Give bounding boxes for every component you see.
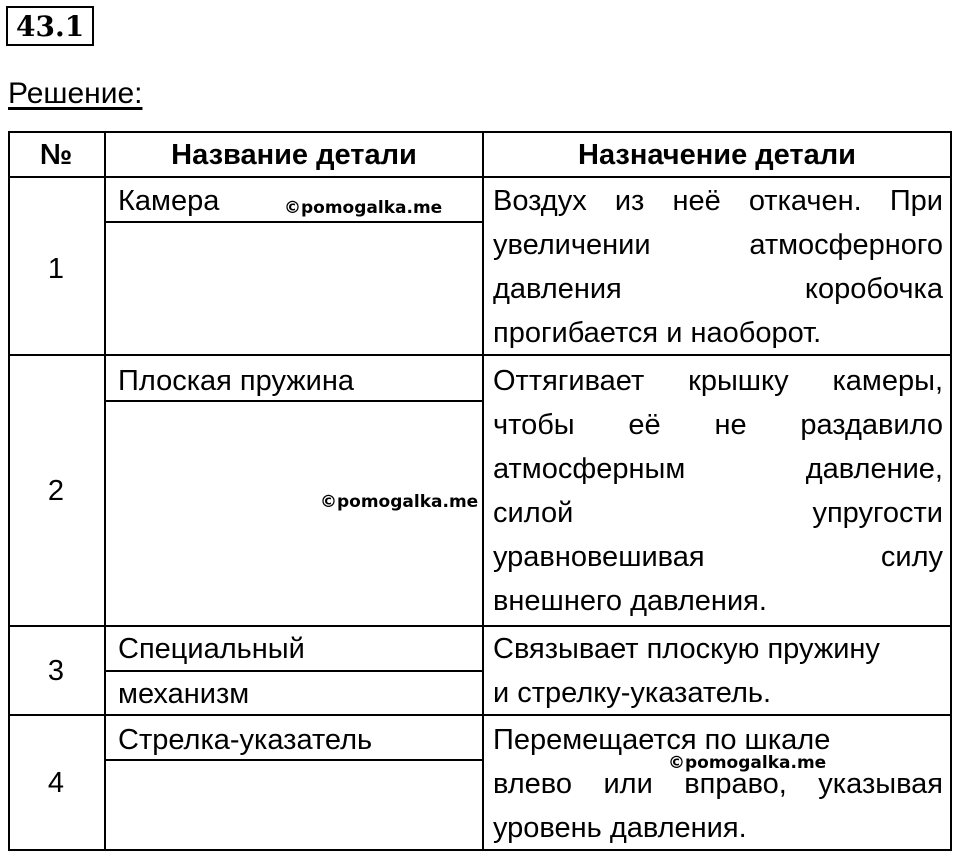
header-purpose: Назначение детали <box>578 139 856 171</box>
purpose-line: чтобы её не раздавило <box>493 409 943 441</box>
purpose-line: внешнего давления. <box>493 585 767 617</box>
part-purpose <box>493 359 943 623</box>
task-number: 43.1 <box>6 6 94 46</box>
purpose-line: силой упругости <box>493 497 943 529</box>
purpose-line: влево или вправо, указывая <box>493 768 943 800</box>
watermark: ©pomogalka.me <box>668 753 827 773</box>
header-name: Название детали <box>171 139 417 171</box>
part-name: механизм <box>118 678 250 710</box>
solution-heading: Решение: <box>8 77 143 110</box>
purpose-line: Оттягивает крышку камеры, <box>493 365 943 397</box>
purpose-line: прогибается и наоборот. <box>493 317 822 349</box>
purpose-line: и стрелку-указатель. <box>493 677 772 709</box>
purpose-line: Связывает плоскую пружину <box>493 633 880 665</box>
row-number: 1 <box>47 253 65 285</box>
purpose-line: атмосферным давление, <box>493 453 943 485</box>
column-separator <box>482 131 484 851</box>
watermark: ©pomogalka.me <box>320 492 479 512</box>
part-name: Плоская пружина <box>118 365 355 397</box>
row-number: 4 <box>47 767 65 799</box>
purpose-line: уровень давления. <box>493 812 747 844</box>
purpose-line: уравновешивая силу <box>493 541 943 573</box>
watermark: ©pomogalka.me <box>284 198 443 218</box>
row-number: 2 <box>47 475 65 507</box>
row-number: 3 <box>47 655 65 687</box>
column-separator <box>104 131 106 851</box>
purpose-line: давления коробочка <box>493 273 943 305</box>
header-number: № <box>39 139 73 171</box>
purpose-line: Перемещается по шкале <box>493 724 831 756</box>
part-name: Камера <box>118 185 220 217</box>
part-purpose <box>493 718 943 850</box>
part-purpose <box>493 627 943 715</box>
parts-table <box>8 131 952 851</box>
part-name: Специальный <box>118 633 305 665</box>
purpose-line: Воздух из неё откачен. При <box>493 185 943 217</box>
part-purpose <box>493 179 943 355</box>
table-border-right <box>950 131 952 851</box>
purpose-line: увеличении атмосферного <box>493 229 943 261</box>
part-name: Стрелка-указатель <box>118 724 373 756</box>
